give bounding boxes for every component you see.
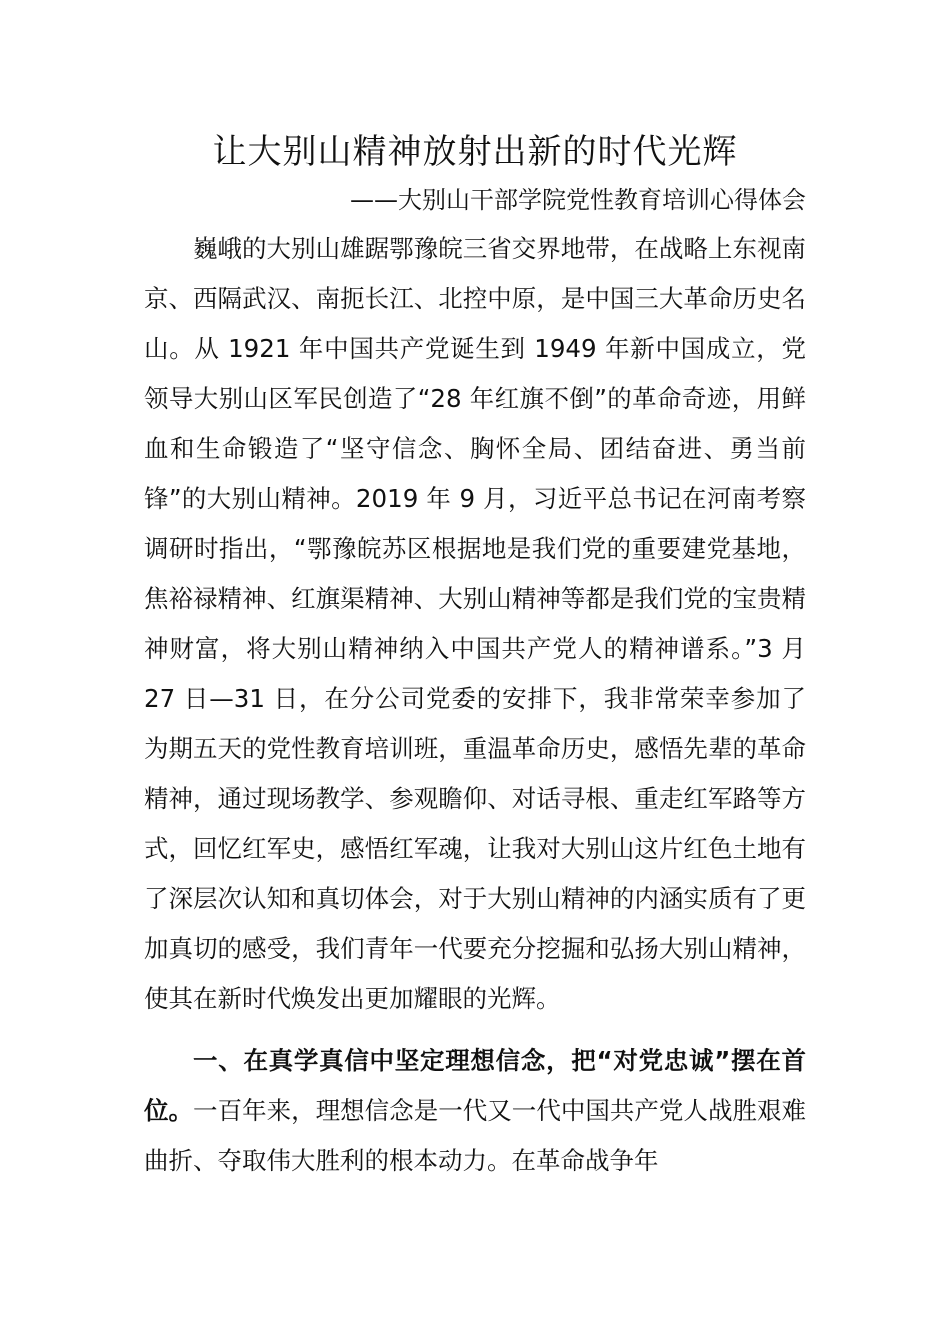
- document-subtitle: ——大别山干部学院党性教育培训心得体会: [350, 186, 806, 214]
- section-one-text: 一百年来，理想信念是一代又一代中国共产党人战胜艰难曲折、夺取伟大胜利的根本动力。在革命战争年: [144, 1096, 807, 1175]
- section-one-paragraph: [144, 1036, 806, 1186]
- intro-paragraph: 巍峨的大别山雄踞鄂豫皖三省交界地带，在战略上东视南京、西隔武汉、南扼长江、北控中原，是中国三大革命历史名山。从 1921 年中国共产党诞生到 1949 年新中国成立，党领导大别山区军民创造了“28 年红旗不倒”的革命奇迹，用鲜血和生命锻造了“坚守信念、胸怀全局、团结奋进、勇当前锋”的大别山精神。2019 年 9 月，习近平总书记在河南考察调研时指出，“鄂豫皖苏区根据地是我们党的重要建党基地，焦裕禄精神、红旗渠精神、大别山精神等都是我们党的宝贵精神财富，将大别山精神纳入中国共产党人的精神谱系。”3 月 27 日—31 日，在分公司党委的安排下，我非常荣幸参加了为期五天的党性教育培训班，重温革命历史，感悟先辈的革命精神，通过现场教学、参观瞻仰、对话寻根、重走红军路等方式，回忆红军史，感悟红军魂，让我对大别山这片红色土地有了深层次认知和真切体会，对于大别山精神的内涵实质有了更加真切的感受，我们青年一代要充分挖掘和弘扬大别山精神，使其在新时代焕发出更加耀眼的光辉。: [144, 234, 806, 1013]
- section-one-heading: 一、在真学真信中坚定理想信念，把“对党忠诚”摆在首位。: [144, 1046, 806, 1125]
- document-body: [144, 224, 806, 1186]
- document-title: 让大别山精神放射出新的时代光辉: [212, 132, 738, 172]
